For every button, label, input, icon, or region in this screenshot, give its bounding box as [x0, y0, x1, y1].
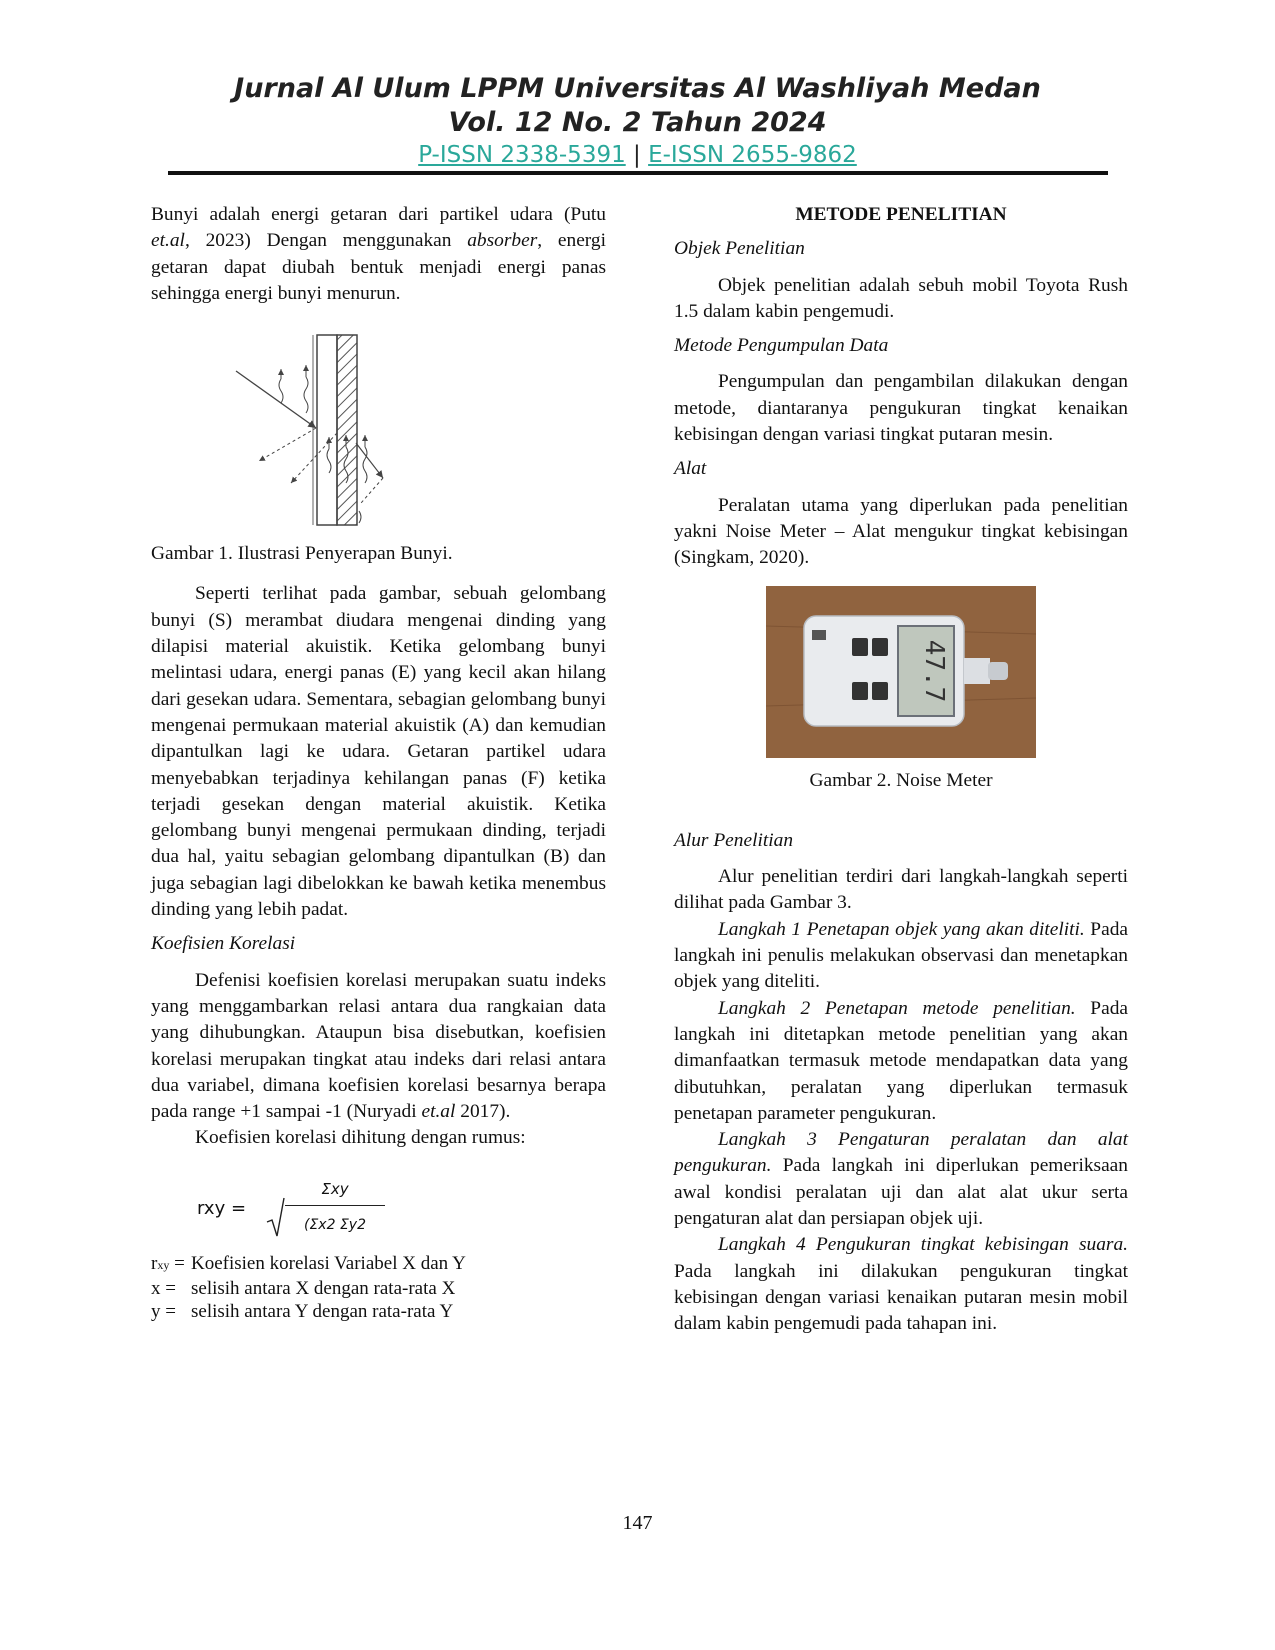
right-column — [674, 202, 1128, 1338]
metode-paragraph: Pengumpulan dan pengambilan dilakukan dengan metode, diantaranya pengukuran tingkat kenaikan kebisingan dengan variasi tingkat putaran mesin. — [674, 371, 1128, 446]
formula-denominator: (Σx2 Σy2 — [304, 1217, 366, 1234]
alat-heading: Alat — [674, 458, 707, 480]
definition-row: rxy = Koefisien korelasi Variabel X dan Y — [151, 1252, 466, 1274]
figure-2-caption: Gambar 2. Noise Meter — [809, 769, 993, 791]
step-2: Langkah 2 Penetapan metode penelitian. Pada langkah ini ditetapkan metode penelitian yang akan dimanfaatkan termasuk metode mendapatkan data yang dibutuhkan, peralatan yang diperlukan termasuk penetapan parameter pengukuran. — [674, 997, 1129, 1124]
formula-fraction — [265, 1176, 385, 1239]
figure-1-caption: Gambar 1. Ilustrasi Penyerapan Bunyi. — [151, 543, 453, 565]
journal-title: Jurnal Al Ulum LPPM Universitas Al Washliyah Medan — [234, 73, 1041, 104]
section-title: METODE PENELITIAN — [795, 204, 1007, 225]
alat-paragraph: Peralatan utama yang diperlukan pada penelitian yakni Noise Meter – Alat mengukur tingkat kebisingan (Singkam, 2020). — [674, 494, 1128, 569]
definition-row: y = selisih antara Y dengan rata-rata Y — [151, 1300, 454, 1322]
issn-line — [0, 140, 1275, 170]
definition-row: x = selisih antara X dengan rata-rata X — [151, 1277, 456, 1299]
journal-volume: Vol. 12 No. 2 Tahun 2024 — [448, 107, 827, 138]
formula-lhs: rxy = — [197, 1197, 247, 1219]
header-rule — [168, 171, 1108, 175]
issn-separator: | — [633, 142, 641, 168]
formula-intro: Koefisien korelasi dihitung dengan rumus: — [195, 1127, 526, 1149]
journal-header — [0, 72, 1275, 170]
step-4: Langkah 4 Pengukuran tingkat kebisingan suara. Pada langkah ini dilakukan pengukuran tingkat kebisingan dengan variasi kenaikan putaran mesin mobil dalam kabin pengemudi pada tahapan ini. — [674, 1234, 1128, 1335]
variable-definitions — [151, 1252, 606, 1323]
pissn-link[interactable]: P-ISSN 2338-5391 — [418, 142, 626, 168]
formula-numerator: Σxy — [285, 1176, 385, 1206]
page-number: 147 — [622, 1512, 653, 1534]
koefisien-paragraph: Defenisi koefisien korelasi merupakan suatu indeks yang menggambarkan relasi antara dua rangkaian data yang dihubungkan. Ataupun bisa disebutkan, koefisien korelasi merupakan tingkat atau indeks dari relasi antara dua variabel, dimana koefisien korelasi besarnya berapa pada range +1 sampai -1 (Nuryadi et.al 2017). — [151, 969, 606, 1123]
figure-noise-meter — [766, 586, 1036, 758]
objek-heading: Objek Penelitian — [674, 238, 805, 260]
metode-heading: Metode Pengumpulan Data — [674, 335, 889, 357]
noise-meter-photo — [766, 586, 1036, 758]
step-1: Langkah 1 Penetapan objek yang akan diteliti. Pada langkah ini penulis melakukan observasi dan menetapkan objek yang diteliti. — [674, 918, 1128, 993]
alur-paragraph: Alur penelitian terdiri dari langkah-langkah seperti dilihat pada Gambar 3. — [674, 866, 1128, 914]
alur-heading: Alur Penelitian — [674, 829, 794, 851]
eissn-link[interactable]: E-ISSN 2655-9862 — [648, 142, 857, 168]
meter-display: 47.7 — [919, 639, 949, 702]
figure-sound-absorption — [151, 333, 606, 531]
correlation-formula — [151, 1174, 606, 1246]
explanation-paragraph: Seperti terlihat pada gambar, sebuah gelombang bunyi (S) merambat diudara mengenai dinding yang dilapisi material akuistik. Ketika gelombang bunyi melintasi udara, energi panas (E) yang kecil akan hilang dari gesekan udara. Sementara, sebagian gelombang bunyi mengenai permukaan material akuistik (A) dan kemudian dipantulkan lagi ke udara. Getaran partikel udara menyebabkan terjadinya kehilangan panas (F) ketika terjadi gesekan dengan material akuistik. Ketika gelombang bunyi mengenai permukaan dinding, terjadi dua hal, yaitu sebagian gelombang dipantulkan (B) dan juga sebagian lagi dibelokkan ke bawah ketika menembus dinding yang lebih padat. — [151, 583, 606, 921]
objek-paragraph: Objek penelitian adalah sebuh mobil Toyota Rush 1.5 dalam kabin pengemudi. — [674, 274, 1128, 322]
step-3: Langkah 3 Pengaturan peralatan dan alat pengukuran. Pada langkah ini diperlukan pemeriksaan awal kondisi peralatan uji dan alat alat ukur serta pengaturan alat dan persiapan objek uji. — [674, 1129, 1128, 1230]
sound-absorption-illustration — [151, 333, 606, 531]
intro-paragraph: Bunyi adalah energi getaran dari partikel udara (Putu et.al, 2023) Dengan menggunakan absorber, energi getaran dapat diubah bentuk menjadi energi panas sehingga energi bunyi menurun. — [151, 204, 606, 304]
left-column — [151, 202, 606, 1323]
koefisien-heading: Koefisien Korelasi — [151, 933, 296, 955]
